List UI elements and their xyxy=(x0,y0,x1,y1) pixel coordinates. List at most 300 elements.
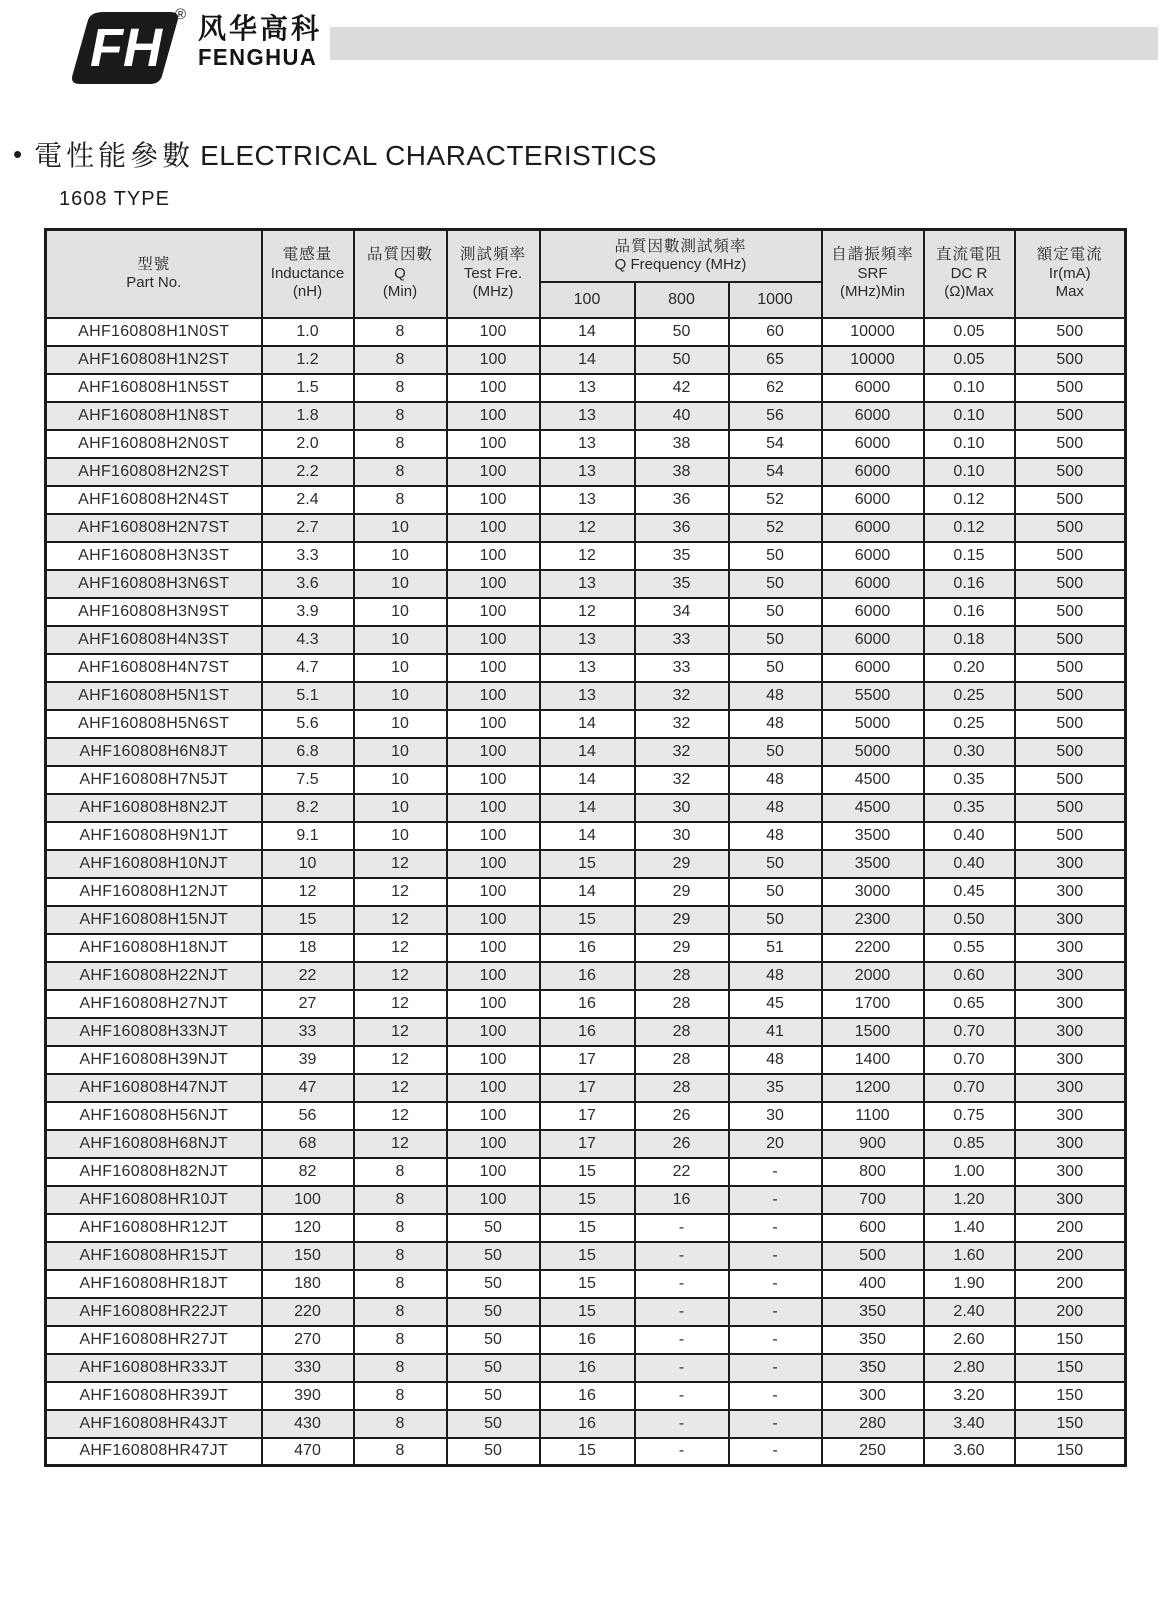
cell-test-fre: 100 xyxy=(447,430,540,458)
cell-q-1000: 50 xyxy=(729,850,822,878)
table-row xyxy=(46,878,1126,906)
cell-part-no: AHF160808H7N5JT xyxy=(46,766,262,794)
cell-test-fre: 100 xyxy=(447,486,540,514)
cell-part-no: AHF160808H4N3ST xyxy=(46,626,262,654)
cell-inductance: 180 xyxy=(262,1270,354,1298)
cell-q-800: 40 xyxy=(635,402,729,430)
cell-inductance: 270 xyxy=(262,1326,354,1354)
cell-q-100: 15 xyxy=(540,850,635,878)
cell-inductance: 15 xyxy=(262,906,354,934)
cell-srf: 6000 xyxy=(822,430,924,458)
cell-ir: 150 xyxy=(1015,1354,1126,1382)
cell-inductance: 1.2 xyxy=(262,346,354,374)
col-header-dcr xyxy=(924,230,1015,318)
cell-srf: 4500 xyxy=(822,794,924,822)
cell-dcr: 2.60 xyxy=(924,1326,1015,1354)
cell-q-min: 12 xyxy=(354,962,447,990)
cell-test-fre: 50 xyxy=(447,1298,540,1326)
cell-q-800: - xyxy=(635,1270,729,1298)
cell-inductance: 330 xyxy=(262,1354,354,1382)
cell-inductance: 56 xyxy=(262,1102,354,1130)
cell-inductance: 12 xyxy=(262,878,354,906)
cell-q-min: 12 xyxy=(354,934,447,962)
cell-srf: 6000 xyxy=(822,542,924,570)
cell-inductance: 470 xyxy=(262,1438,354,1466)
cell-q-1000: 52 xyxy=(729,514,822,542)
cell-dcr: 0.30 xyxy=(924,738,1015,766)
cell-ir: 500 xyxy=(1015,374,1126,402)
electrical-characteristics-table xyxy=(44,228,1127,1467)
cell-part-no: AHF160808HR10JT xyxy=(46,1186,262,1214)
cell-q-800: - xyxy=(635,1410,729,1438)
table-row xyxy=(46,906,1126,934)
cell-q-800: 30 xyxy=(635,794,729,822)
table-row xyxy=(46,1410,1126,1438)
cell-q-1000: - xyxy=(729,1382,822,1410)
cell-q-100: 12 xyxy=(540,514,635,542)
cell-q-min: 8 xyxy=(354,1438,447,1466)
table-row xyxy=(46,738,1126,766)
cell-q-100: 17 xyxy=(540,1046,635,1074)
cell-test-fre: 100 xyxy=(447,962,540,990)
cell-inductance: 3.6 xyxy=(262,570,354,598)
cell-ir: 300 xyxy=(1015,1074,1126,1102)
cell-q-1000: 50 xyxy=(729,570,822,598)
cell-srf: 6000 xyxy=(822,486,924,514)
cell-dcr: 0.45 xyxy=(924,878,1015,906)
cell-ir: 500 xyxy=(1015,766,1126,794)
cell-q-800: 28 xyxy=(635,1046,729,1074)
cell-test-fre: 100 xyxy=(447,458,540,486)
cell-ir: 150 xyxy=(1015,1410,1126,1438)
cell-ir: 150 xyxy=(1015,1326,1126,1354)
cell-q-1000: 50 xyxy=(729,878,822,906)
brand-name-cn: 风华高科 xyxy=(198,13,323,44)
cell-q-800: 38 xyxy=(635,458,729,486)
fenghua-logo xyxy=(66,8,322,88)
cell-test-fre: 100 xyxy=(447,878,540,906)
cell-q-100: 16 xyxy=(540,934,635,962)
bullet-icon: • xyxy=(13,139,23,169)
cell-ir: 300 xyxy=(1015,1018,1126,1046)
cell-srf: 3500 xyxy=(822,850,924,878)
cell-q-800: 29 xyxy=(635,850,729,878)
fenghua-monogram-icon xyxy=(66,8,184,88)
cell-test-fre: 100 xyxy=(447,402,540,430)
cell-part-no: AHF160808H2N4ST xyxy=(46,486,262,514)
cell-dcr: 0.15 xyxy=(924,542,1015,570)
cell-q-1000: 50 xyxy=(729,738,822,766)
cell-dcr: 0.40 xyxy=(924,822,1015,850)
col-header-test-fre-unit: (MHz) xyxy=(472,283,514,301)
cell-ir: 500 xyxy=(1015,458,1126,486)
col-header-part-no-cn: 型號 xyxy=(137,255,171,273)
table-row xyxy=(46,626,1126,654)
cell-srf: 700 xyxy=(822,1186,924,1214)
cell-part-no: AHF160808H82NJT xyxy=(46,1158,262,1186)
cell-q-800: 29 xyxy=(635,878,729,906)
cell-q-800: 42 xyxy=(635,374,729,402)
cell-dcr: 0.25 xyxy=(924,710,1015,738)
sub-header-q-1000: 1000 xyxy=(729,282,822,318)
cell-test-fre: 100 xyxy=(447,1158,540,1186)
table-row xyxy=(46,1186,1126,1214)
cell-test-fre: 100 xyxy=(447,766,540,794)
registered-trademark: ® xyxy=(174,6,186,23)
cell-q-1000: 48 xyxy=(729,962,822,990)
cell-q-min: 8 xyxy=(354,346,447,374)
cell-part-no: AHF160808H9N1JT xyxy=(46,822,262,850)
cell-q-800: 35 xyxy=(635,570,729,598)
cell-q-100: 14 xyxy=(540,346,635,374)
cell-dcr: 1.40 xyxy=(924,1214,1015,1242)
cell-q-1000: 50 xyxy=(729,906,822,934)
cell-srf: 280 xyxy=(822,1410,924,1438)
cell-ir: 300 xyxy=(1015,1102,1126,1130)
cell-ir: 300 xyxy=(1015,878,1126,906)
cell-q-100: 13 xyxy=(540,430,635,458)
cell-q-100: 12 xyxy=(540,542,635,570)
table-row xyxy=(46,374,1126,402)
cell-part-no: AHF160808H33NJT xyxy=(46,1018,262,1046)
col-header-part-no xyxy=(46,230,262,318)
cell-q-800: 32 xyxy=(635,682,729,710)
cell-q-800: 36 xyxy=(635,514,729,542)
cell-srf: 6000 xyxy=(822,570,924,598)
cell-dcr: 0.25 xyxy=(924,682,1015,710)
cell-q-1000: 60 xyxy=(729,318,822,346)
cell-test-fre: 50 xyxy=(447,1438,540,1466)
cell-test-fre: 100 xyxy=(447,1102,540,1130)
cell-test-fre: 100 xyxy=(447,318,540,346)
cell-q-100: 16 xyxy=(540,1018,635,1046)
cell-q-1000: - xyxy=(729,1186,822,1214)
cell-q-800: - xyxy=(635,1214,729,1242)
cell-ir: 500 xyxy=(1015,598,1126,626)
cell-dcr: 2.80 xyxy=(924,1354,1015,1382)
cell-q-min: 10 xyxy=(354,654,447,682)
cell-dcr: 0.10 xyxy=(924,458,1015,486)
cell-q-1000: 20 xyxy=(729,1130,822,1158)
cell-inductance: 10 xyxy=(262,850,354,878)
cell-part-no: AHF160808HR43JT xyxy=(46,1410,262,1438)
col-header-srf-cn: 自諧振頻率 xyxy=(831,246,914,264)
cell-dcr: 0.70 xyxy=(924,1018,1015,1046)
cell-q-min: 12 xyxy=(354,906,447,934)
cell-inductance: 4.3 xyxy=(262,626,354,654)
col-header-inductance xyxy=(262,230,354,318)
cell-q-1000: 50 xyxy=(729,626,822,654)
cell-ir: 200 xyxy=(1015,1242,1126,1270)
cell-ir: 300 xyxy=(1015,1186,1126,1214)
cell-q-100: 13 xyxy=(540,570,635,598)
cell-srf: 500 xyxy=(822,1242,924,1270)
cell-srf: 900 xyxy=(822,1130,924,1158)
cell-srf: 6000 xyxy=(822,374,924,402)
cell-q-min: 8 xyxy=(354,486,447,514)
cell-q-800: - xyxy=(635,1326,729,1354)
cell-dcr: 1.00 xyxy=(924,1158,1015,1186)
cell-q-min: 8 xyxy=(354,402,447,430)
cell-srf: 1700 xyxy=(822,990,924,1018)
cell-q-min: 8 xyxy=(354,1242,447,1270)
cell-q-800: 22 xyxy=(635,1158,729,1186)
cell-test-fre: 100 xyxy=(447,626,540,654)
cell-q-800: 32 xyxy=(635,710,729,738)
col-header-test-fre-cn: 測試頻率 xyxy=(459,246,526,264)
cell-dcr: 1.20 xyxy=(924,1186,1015,1214)
cell-dcr: 0.85 xyxy=(924,1130,1015,1158)
cell-test-fre: 100 xyxy=(447,1130,540,1158)
table-row xyxy=(46,402,1126,430)
cell-q-100: 13 xyxy=(540,458,635,486)
cell-ir: 500 xyxy=(1015,738,1126,766)
col-header-inductance-cn: 電感量 xyxy=(282,246,333,264)
cell-srf: 3500 xyxy=(822,822,924,850)
cell-q-1000: - xyxy=(729,1326,822,1354)
table-row xyxy=(46,934,1126,962)
cell-q-1000: 52 xyxy=(729,486,822,514)
cell-part-no: AHF160808H8N2JT xyxy=(46,794,262,822)
cell-srf: 5000 xyxy=(822,738,924,766)
col-header-q-en: Q xyxy=(394,264,406,282)
table-row xyxy=(46,1382,1126,1410)
cell-ir: 500 xyxy=(1015,822,1126,850)
table-row xyxy=(46,710,1126,738)
cell-test-fre: 100 xyxy=(447,710,540,738)
cell-test-fre: 100 xyxy=(447,346,540,374)
cell-q-1000: 62 xyxy=(729,374,822,402)
cell-q-1000: 48 xyxy=(729,766,822,794)
cell-srf: 6000 xyxy=(822,626,924,654)
cell-inductance: 1.0 xyxy=(262,318,354,346)
cell-part-no: AHF160808H5N6ST xyxy=(46,710,262,738)
cell-dcr: 0.50 xyxy=(924,906,1015,934)
cell-q-100: 16 xyxy=(540,1382,635,1410)
cell-dcr: 0.12 xyxy=(924,514,1015,542)
cell-inductance: 5.6 xyxy=(262,710,354,738)
col-header-test-fre-en: Test Fre. xyxy=(463,264,523,282)
cell-inductance: 82 xyxy=(262,1158,354,1186)
cell-q-100: 13 xyxy=(540,654,635,682)
cell-test-fre: 100 xyxy=(447,514,540,542)
cell-q-1000: - xyxy=(729,1214,822,1242)
cell-q-min: 8 xyxy=(354,318,447,346)
cell-q-100: 14 xyxy=(540,318,635,346)
cell-inductance: 47 xyxy=(262,1074,354,1102)
cell-q-min: 12 xyxy=(354,1102,447,1130)
svg-text:FH: FH xyxy=(90,18,162,78)
section-title-cn: 電性能參數 xyxy=(34,140,195,171)
cell-q-800: - xyxy=(635,1354,729,1382)
cell-q-min: 12 xyxy=(354,1046,447,1074)
cell-test-fre: 50 xyxy=(447,1326,540,1354)
cell-dcr: 0.70 xyxy=(924,1074,1015,1102)
col-header-q-frequency-en: Q Frequency (MHz) xyxy=(614,256,747,274)
cell-q-1000: 48 xyxy=(729,794,822,822)
cell-srf: 2300 xyxy=(822,906,924,934)
cell-part-no: AHF160808H12NJT xyxy=(46,878,262,906)
cell-test-fre: 100 xyxy=(447,654,540,682)
cell-q-min: 8 xyxy=(354,430,447,458)
cell-ir: 500 xyxy=(1015,570,1126,598)
cell-inductance: 1.5 xyxy=(262,374,354,402)
col-header-srf xyxy=(822,230,924,318)
cell-q-800: 34 xyxy=(635,598,729,626)
cell-test-fre: 100 xyxy=(447,374,540,402)
brand-text xyxy=(198,14,322,70)
cell-q-1000: 48 xyxy=(729,682,822,710)
cell-q-min: 8 xyxy=(354,1298,447,1326)
cell-dcr: 0.55 xyxy=(924,934,1015,962)
table-row xyxy=(46,1438,1126,1466)
cell-q-min: 10 xyxy=(354,738,447,766)
cell-inductance: 1.8 xyxy=(262,402,354,430)
cell-part-no: AHF160808H3N3ST xyxy=(46,542,262,570)
cell-q-1000: - xyxy=(729,1354,822,1382)
cell-inductance: 430 xyxy=(262,1410,354,1438)
cell-inductance: 27 xyxy=(262,990,354,1018)
cell-q-800: 30 xyxy=(635,822,729,850)
cell-q-100: 16 xyxy=(540,990,635,1018)
cell-part-no: AHF160808H3N6ST xyxy=(46,570,262,598)
table-row xyxy=(46,1242,1126,1270)
table-row xyxy=(46,318,1126,346)
cell-part-no: AHF160808HR27JT xyxy=(46,1326,262,1354)
cell-inductance: 4.7 xyxy=(262,654,354,682)
cell-q-min: 10 xyxy=(354,598,447,626)
table-row xyxy=(46,1270,1126,1298)
table-row xyxy=(46,766,1126,794)
cell-dcr: 3.20 xyxy=(924,1382,1015,1410)
cell-q-100: 15 xyxy=(540,1186,635,1214)
cell-test-fre: 50 xyxy=(447,1354,540,1382)
cell-srf: 6000 xyxy=(822,458,924,486)
table-row xyxy=(46,1102,1126,1130)
cell-inductance: 100 xyxy=(262,1186,354,1214)
cell-test-fre: 100 xyxy=(447,1046,540,1074)
cell-q-1000: 54 xyxy=(729,458,822,486)
cell-srf: 250 xyxy=(822,1438,924,1466)
cell-part-no: AHF160808H10NJT xyxy=(46,850,262,878)
cell-q-min: 10 xyxy=(354,710,447,738)
cell-part-no: AHF160808H47NJT xyxy=(46,1074,262,1102)
cell-test-fre: 100 xyxy=(447,1186,540,1214)
cell-q-800: - xyxy=(635,1382,729,1410)
col-header-inductance-unit: (nH) xyxy=(292,283,323,301)
cell-q-min: 8 xyxy=(354,1410,447,1438)
cell-q-min: 8 xyxy=(354,458,447,486)
cell-q-min: 8 xyxy=(354,374,447,402)
cell-srf: 3000 xyxy=(822,878,924,906)
cell-test-fre: 50 xyxy=(447,1242,540,1270)
cell-q-100: 17 xyxy=(540,1102,635,1130)
cell-ir: 500 xyxy=(1015,430,1126,458)
cell-q-100: 13 xyxy=(540,402,635,430)
cell-part-no: AHF160808H1N0ST xyxy=(46,318,262,346)
cell-inductance: 6.8 xyxy=(262,738,354,766)
cell-q-100: 15 xyxy=(540,1298,635,1326)
cell-srf: 1500 xyxy=(822,1018,924,1046)
cell-part-no: AHF160808HR33JT xyxy=(46,1354,262,1382)
cell-dcr: 0.10 xyxy=(924,430,1015,458)
table-row xyxy=(46,1018,1126,1046)
cell-q-min: 8 xyxy=(354,1326,447,1354)
cell-ir: 500 xyxy=(1015,402,1126,430)
cell-test-fre: 100 xyxy=(447,598,540,626)
cell-part-no: AHF160808H18NJT xyxy=(46,934,262,962)
cell-q-1000: - xyxy=(729,1242,822,1270)
cell-q-800: 28 xyxy=(635,1074,729,1102)
cell-srf: 5000 xyxy=(822,710,924,738)
cell-q-100: 13 xyxy=(540,486,635,514)
cell-dcr: 0.12 xyxy=(924,486,1015,514)
cell-ir: 500 xyxy=(1015,486,1126,514)
col-header-dcr-unit: (Ω)Max xyxy=(944,283,994,301)
cell-srf: 1400 xyxy=(822,1046,924,1074)
cell-q-800: 38 xyxy=(635,430,729,458)
col-header-ir-cn: 額定電流 xyxy=(1036,246,1103,264)
table-row xyxy=(46,1130,1126,1158)
cell-q-1000: 48 xyxy=(729,1046,822,1074)
cell-dcr: 0.35 xyxy=(924,794,1015,822)
cell-dcr: 0.40 xyxy=(924,850,1015,878)
col-header-srf-unit: (MHz)Min xyxy=(840,283,905,301)
cell-inductance: 2.7 xyxy=(262,514,354,542)
cell-q-100: 14 xyxy=(540,738,635,766)
cell-srf: 1200 xyxy=(822,1074,924,1102)
table-row xyxy=(46,822,1126,850)
cell-ir: 500 xyxy=(1015,318,1126,346)
cell-srf: 1100 xyxy=(822,1102,924,1130)
cell-ir: 300 xyxy=(1015,1130,1126,1158)
cell-part-no: AHF160808H27NJT xyxy=(46,990,262,1018)
cell-part-no: AHF160808HR47JT xyxy=(46,1438,262,1466)
cell-inductance: 39 xyxy=(262,1046,354,1074)
cell-dcr: 0.60 xyxy=(924,962,1015,990)
cell-test-fre: 50 xyxy=(447,1270,540,1298)
cell-test-fre: 100 xyxy=(447,794,540,822)
cell-q-100: 13 xyxy=(540,374,635,402)
col-header-q-cn: 品質因數 xyxy=(366,246,433,264)
cell-q-min: 10 xyxy=(354,626,447,654)
cell-test-fre: 100 xyxy=(447,1018,540,1046)
cell-inductance: 7.5 xyxy=(262,766,354,794)
cell-dcr: 3.60 xyxy=(924,1438,1015,1466)
cell-test-fre: 50 xyxy=(447,1382,540,1410)
table-row xyxy=(46,1158,1126,1186)
cell-q-100: 13 xyxy=(540,682,635,710)
cell-part-no: AHF160808HR12JT xyxy=(46,1214,262,1242)
cell-q-min: 10 xyxy=(354,822,447,850)
table-row xyxy=(46,682,1126,710)
cell-q-1000: 50 xyxy=(729,542,822,570)
table-row xyxy=(46,654,1126,682)
col-header-test-fre xyxy=(447,230,540,318)
cell-q-100: 16 xyxy=(540,1354,635,1382)
cell-q-100: 14 xyxy=(540,766,635,794)
cell-dcr: 0.16 xyxy=(924,570,1015,598)
cell-test-fre: 50 xyxy=(447,1214,540,1242)
cell-dcr: 0.10 xyxy=(924,402,1015,430)
cell-q-min: 10 xyxy=(354,682,447,710)
cell-q-100: 15 xyxy=(540,906,635,934)
cell-ir: 150 xyxy=(1015,1382,1126,1410)
cell-q-1000: 54 xyxy=(729,430,822,458)
cell-q-1000: 45 xyxy=(729,990,822,1018)
cell-q-100: 16 xyxy=(540,1410,635,1438)
col-header-q-unit: (Min) xyxy=(382,283,418,301)
